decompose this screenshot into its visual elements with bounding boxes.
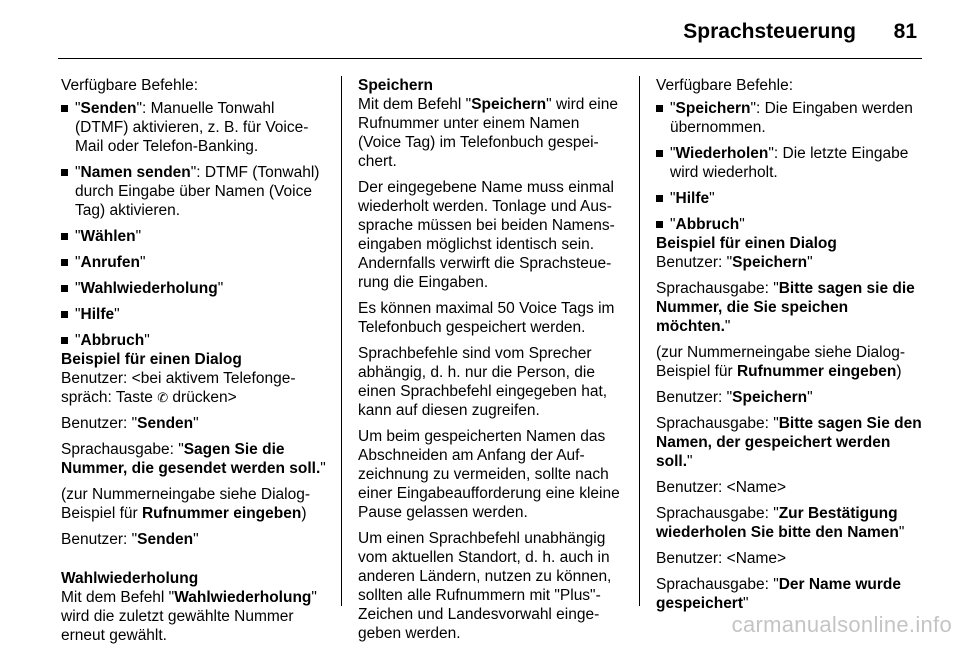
save-heading: Speichern <box>358 77 433 94</box>
column-middle <box>358 76 626 650</box>
command-item-hilfe: "Hilfe" <box>61 305 327 324</box>
redial-text: Mit dem Befehl "Wahlwiederholung" wird die zuletzt gewählte Nummer erneut gewählt. <box>61 589 317 644</box>
dialog-example-heading-2: Beispiel für einen Dialog <box>656 235 837 252</box>
page-header <box>0 0 960 60</box>
commands-intro-save: Verfügbare Befehle: <box>656 77 794 94</box>
save-command-list <box>656 99 924 234</box>
header-divider <box>58 58 922 59</box>
column-divider-1 <box>341 76 342 606</box>
save-dialog-user-2: Benutzer: "Speichern" <box>656 389 813 406</box>
save-paragraph-2: Der eingegebene Name muss einmal wiederholt werden. Tonlage und Aussprache müssen bei beiden Namenseingaben möglichst identisch sein. Andernfalls verwirft die Sprachsteuerung die Eingaben. <box>358 179 615 291</box>
save-paragraph-6: Um einen Sprachbefehl unabhängig vom aktuellen Standort, d. h. auch in anderen Ländern, nutzen zu können, sollten alle Rufnummern mit "Plus"-Zeichen und Landesvorwahl eingegeben werden. <box>358 530 612 642</box>
page-number: 81 <box>893 20 917 43</box>
save-paragraph-1: Mit dem Befehl "Speichern" wird eine Rufnummer unter einem Namen (Voice Tag) im Telefonbuch gespeichert. <box>358 96 618 170</box>
dialog-example-heading: Beispiel für einen Dialog <box>61 351 242 368</box>
command-item-hilfe-2: "Hilfe" <box>656 189 924 208</box>
column-divider-2 <box>639 76 640 606</box>
save-dialog-user-3: Benutzer: <Name> <box>656 479 787 496</box>
column-right <box>656 76 924 620</box>
save-dialog-speech-2: Sprachausgabe: "Bitte sagen Sie den Namen, der gespeichert werden soll." <box>656 415 922 470</box>
command-item-abbruch: "Abbruch" <box>61 331 327 350</box>
command-item-senden: "Senden": Manuelle Tonwahl (DTMF) aktivieren, z. B. für Voice-Mail oder Telefon-Banking. <box>61 99 327 156</box>
redial-heading: Wahlwiederholung <box>61 570 199 587</box>
phone-icon: ✆ <box>157 390 169 405</box>
save-paragraph-4: Sprachbefehle sind vom Sprecher abhängig, d. h. nur die Person, die einen Sprachbefehl eingegeben hat, kann auf diesen zugreifen. <box>358 345 608 419</box>
dialog-user-line-1: Benutzer: <bei aktivem Telefongespräch: Taste ✆ drücken> <box>61 370 296 406</box>
command-item-waehlen: "Wählen" <box>61 227 327 246</box>
save-paragraph-5: Um beim gespeicherten Namen das Abschneiden am Anfang der Aufzeichnung zu vermeiden, sollte nach einer Eingabeaufforderung eine kleine Pause gelassen werden. <box>358 428 620 521</box>
page-title: Sprachsteuerung <box>683 20 856 43</box>
column-left <box>61 76 327 652</box>
dialog-note: (zur Nummerneingabe siehe Dialog-Beispiel für Rufnummer eingeben) <box>61 486 310 522</box>
save-dialog-speech-4: Sprachausgabe: "Der Name wurde gespeichert" <box>656 576 902 612</box>
command-item-anrufen: "Anrufen" <box>61 253 327 272</box>
save-dialog-user-4: Benutzer: <Name> <box>656 550 787 567</box>
command-list <box>61 99 327 350</box>
save-dialog-speech-3: Sprachausgabe: "Zur Bestätigung wiederholen Sie bitte den Namen" <box>656 505 905 541</box>
save-dialog-user-1: Benutzer: "Speichern" <box>656 254 813 271</box>
save-paragraph-3: Es können maximal 50 Voice Tags im Telefonbuch gespeichert werden. <box>358 300 615 336</box>
command-item-wahlwiederholung: "Wahlwiederholung" <box>61 279 327 298</box>
command-item-wiederholen: "Wiederholen": Die letzte Eingabe wird wiederholt. <box>656 144 924 182</box>
dialog-speech-line-1: Sprachausgabe: "Sagen Sie die Nummer, die gesendet werden soll." <box>61 441 326 477</box>
dialog-user-line-3: Benutzer: "Senden" <box>61 531 199 548</box>
command-item-namen-senden: "Namen senden": DTMF (Tonwahl) durch Eingabe über Namen (Voice Tag) aktivieren. <box>61 163 327 220</box>
command-item-abbruch-2: "Abbruch" <box>656 215 924 234</box>
dialog-user-line-2: Benutzer: "Senden" <box>61 415 199 432</box>
save-dialog-speech-1: Sprachausgabe: "Bitte sagen sie die Nummer, die Sie speichen möchten." <box>656 280 915 335</box>
save-dialog-note: (zur Nummerneingabe siehe Dialog-Beispiel für Rufnummer eingeben) <box>656 344 905 380</box>
watermark: carmanualsonline.info <box>731 612 952 637</box>
command-item-speichern: "Speichern": Die Eingaben werden übernommen. <box>656 99 924 137</box>
commands-intro: Verfügbare Befehle: <box>61 77 199 94</box>
